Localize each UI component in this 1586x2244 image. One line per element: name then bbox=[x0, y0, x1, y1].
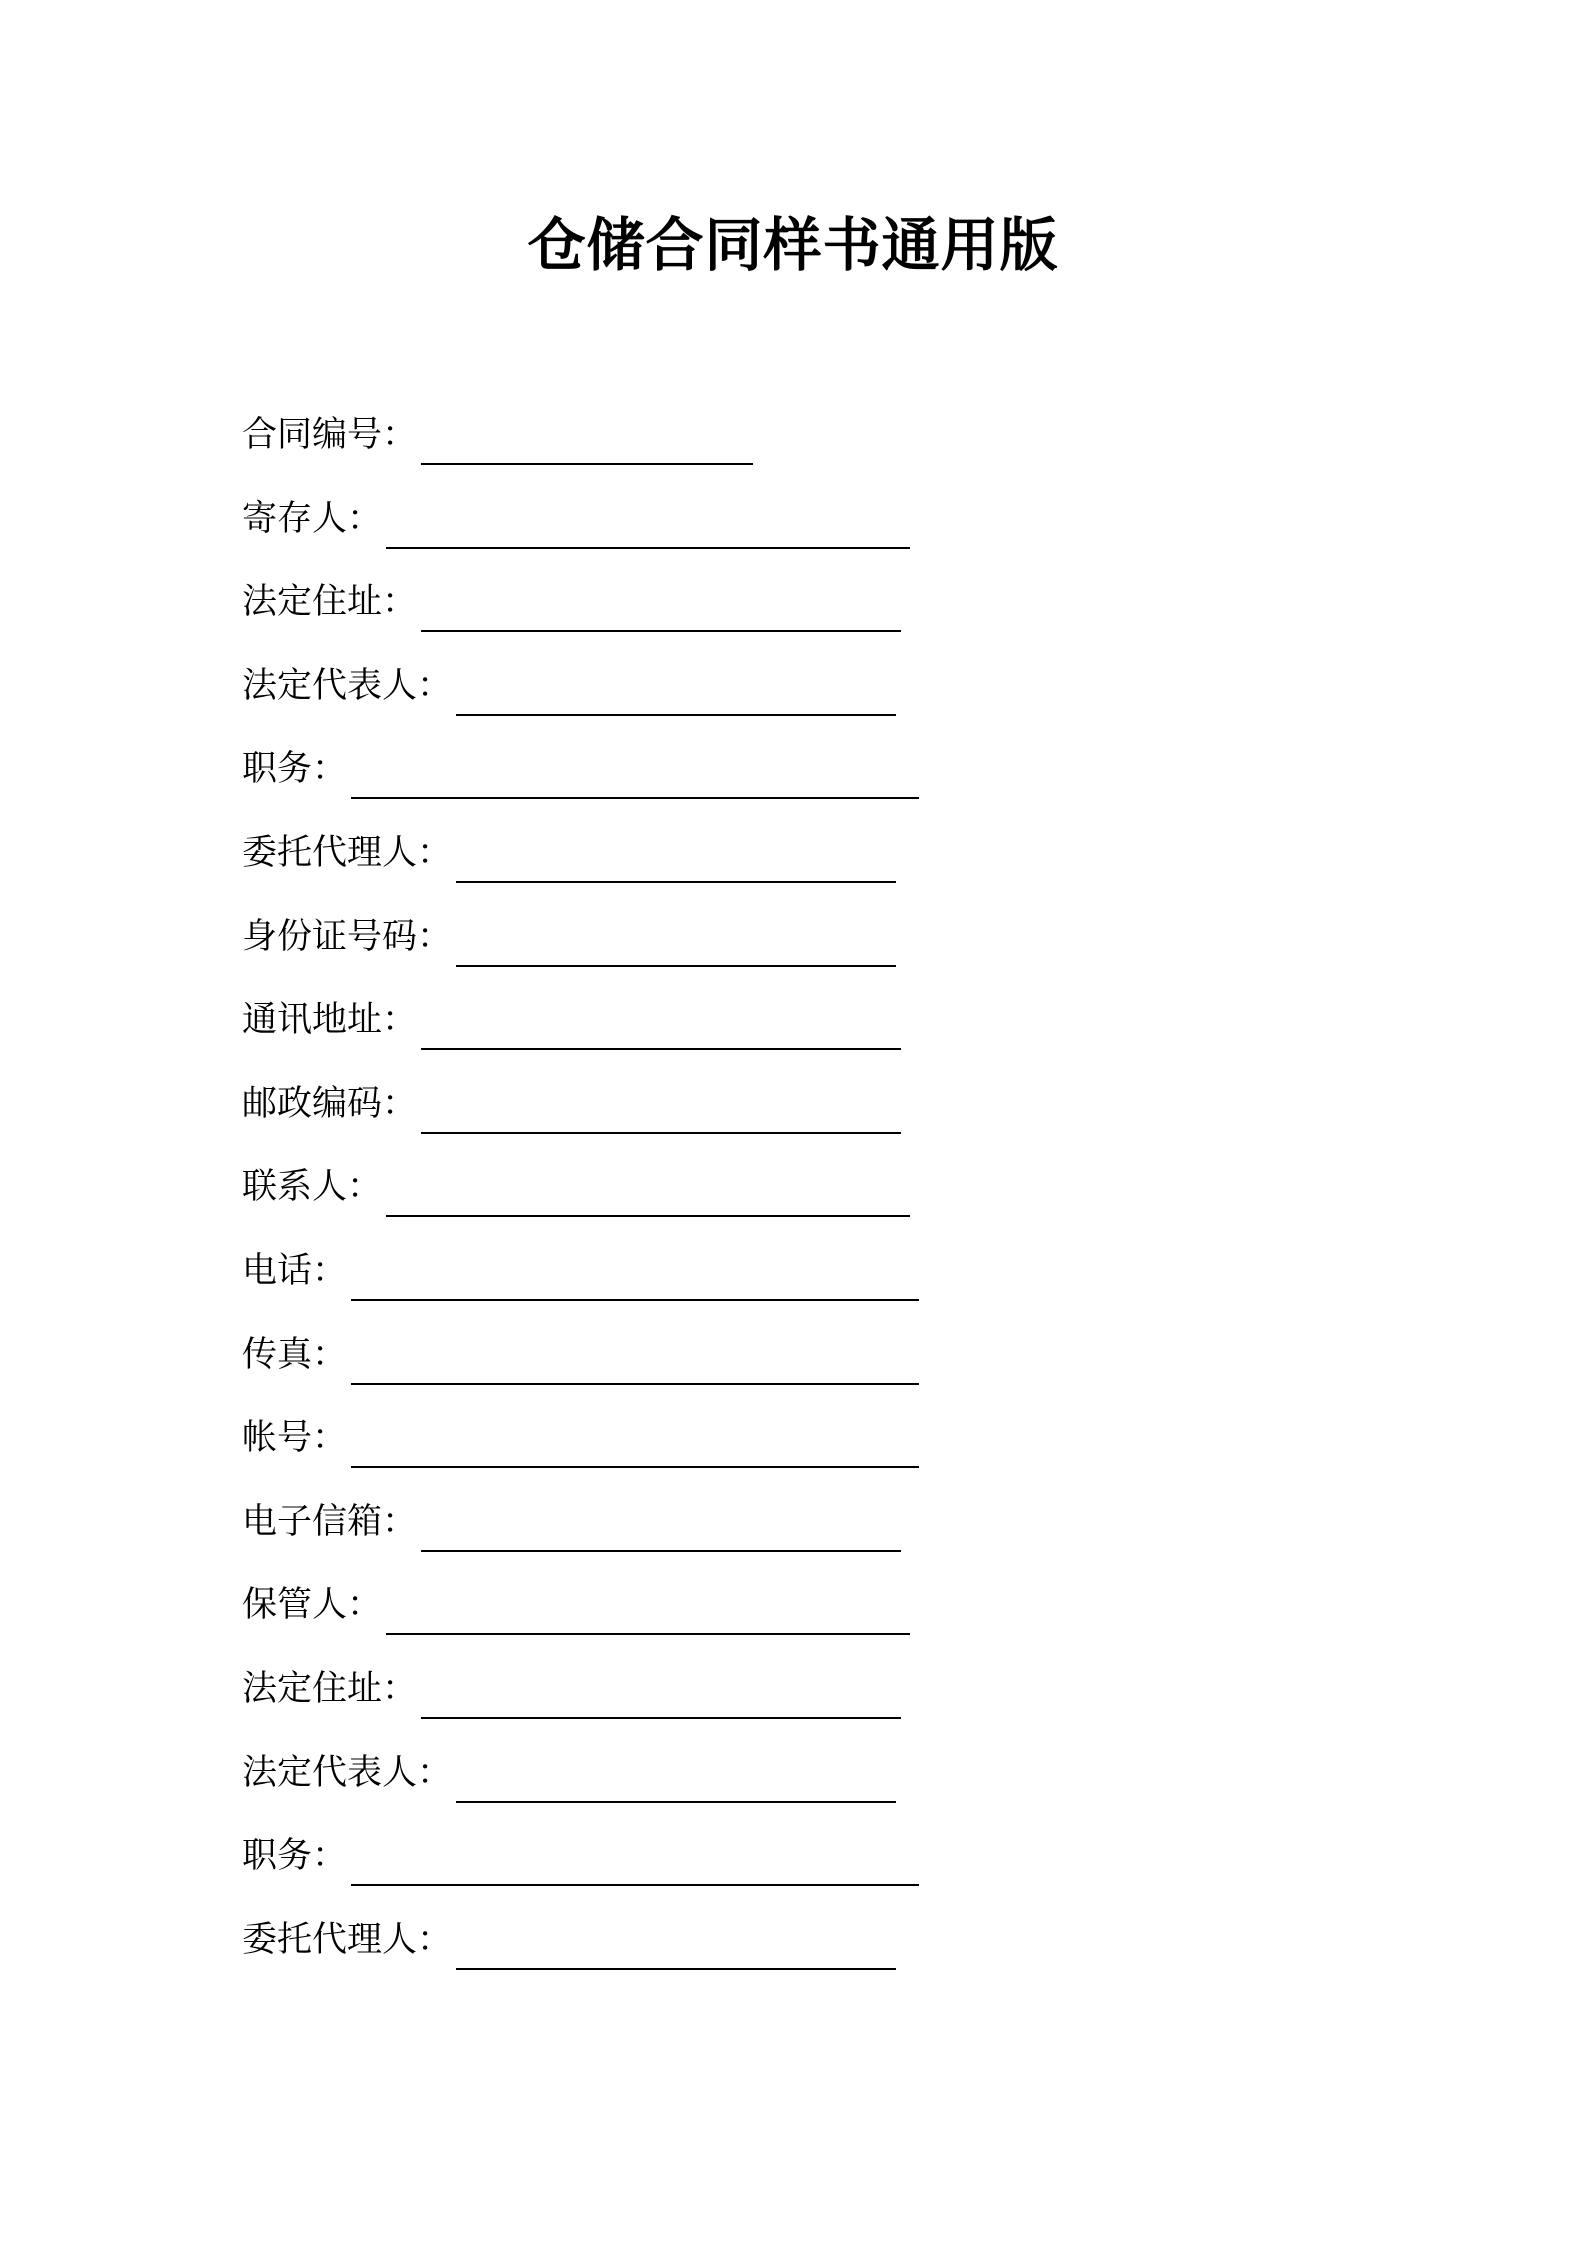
fax-row bbox=[242, 1325, 1342, 1409]
field-label: 法定住址： bbox=[242, 1668, 418, 1709]
field-label: 委托代理人： bbox=[242, 832, 453, 873]
custodian-legal-address-row bbox=[242, 1659, 1342, 1743]
field-label: 合同编号： bbox=[242, 415, 418, 455]
mailing-address-row bbox=[242, 990, 1342, 1074]
legal-representative-row bbox=[242, 656, 1342, 740]
field-label: 联系人： bbox=[242, 1167, 383, 1208]
custodian-legal-representative-row bbox=[242, 1743, 1342, 1827]
blank-fill-line[interactable] bbox=[456, 656, 896, 716]
blank-fill-line[interactable] bbox=[351, 1241, 919, 1301]
legal-address-row bbox=[242, 572, 1342, 656]
custodian-authorized-agent-row bbox=[242, 1910, 1342, 1994]
field-label: 电子信箱： bbox=[242, 1501, 418, 1542]
blank-fill-line[interactable] bbox=[421, 1492, 901, 1552]
blank-fill-line[interactable] bbox=[421, 572, 901, 632]
phone-row bbox=[242, 1241, 1342, 1325]
blank-fill-line[interactable] bbox=[456, 823, 896, 883]
authorized-agent-row bbox=[242, 823, 1342, 907]
custodian-row bbox=[242, 1575, 1342, 1659]
blank-fill-line[interactable] bbox=[421, 990, 901, 1050]
field-label: 传真： bbox=[242, 1334, 348, 1375]
field-label: 电话： bbox=[242, 1250, 348, 1291]
field-label: 帐号： bbox=[242, 1418, 348, 1459]
blank-fill-line[interactable] bbox=[386, 489, 910, 549]
contract-number-row bbox=[242, 405, 1342, 489]
blank-fill-line[interactable] bbox=[351, 1408, 919, 1468]
email-row bbox=[242, 1492, 1342, 1576]
field-label: 通讯地址： bbox=[242, 1000, 418, 1041]
position-row bbox=[242, 739, 1342, 823]
blank-fill-line[interactable] bbox=[421, 405, 753, 465]
blank-fill-line[interactable] bbox=[456, 1743, 896, 1803]
field-label: 身份证号码： bbox=[242, 916, 453, 957]
blank-fill-line[interactable] bbox=[351, 1826, 919, 1886]
field-label: 法定代表人： bbox=[242, 1752, 453, 1793]
field-label: 法定住址： bbox=[242, 582, 418, 623]
contract-party-fields bbox=[242, 405, 1342, 1993]
blank-fill-line[interactable] bbox=[386, 1575, 910, 1635]
blank-fill-line[interactable] bbox=[421, 1074, 901, 1134]
field-label: 法定代表人： bbox=[242, 665, 453, 706]
account-row bbox=[242, 1408, 1342, 1492]
field-label: 职务： bbox=[242, 1836, 348, 1877]
page-title: 仓储合同样书通用版 bbox=[527, 211, 1059, 279]
id-number-row bbox=[242, 907, 1342, 991]
field-label: 保管人： bbox=[242, 1585, 383, 1626]
depositor-row bbox=[242, 489, 1342, 573]
blank-fill-line[interactable] bbox=[421, 1659, 901, 1719]
blank-fill-line[interactable] bbox=[386, 1157, 910, 1217]
postal-code-row bbox=[242, 1074, 1342, 1158]
blank-fill-line[interactable] bbox=[456, 1910, 896, 1970]
field-label: 委托代理人： bbox=[242, 1919, 453, 1960]
field-label: 寄存人： bbox=[242, 498, 383, 539]
contact-person-row bbox=[242, 1157, 1342, 1241]
blank-fill-line[interactable] bbox=[351, 739, 919, 799]
blank-fill-line[interactable] bbox=[351, 1325, 919, 1385]
field-label: 邮政编码： bbox=[242, 1083, 418, 1124]
custodian-position-row bbox=[242, 1826, 1342, 1910]
field-label: 职务： bbox=[242, 749, 348, 790]
blank-fill-line[interactable] bbox=[456, 907, 896, 967]
